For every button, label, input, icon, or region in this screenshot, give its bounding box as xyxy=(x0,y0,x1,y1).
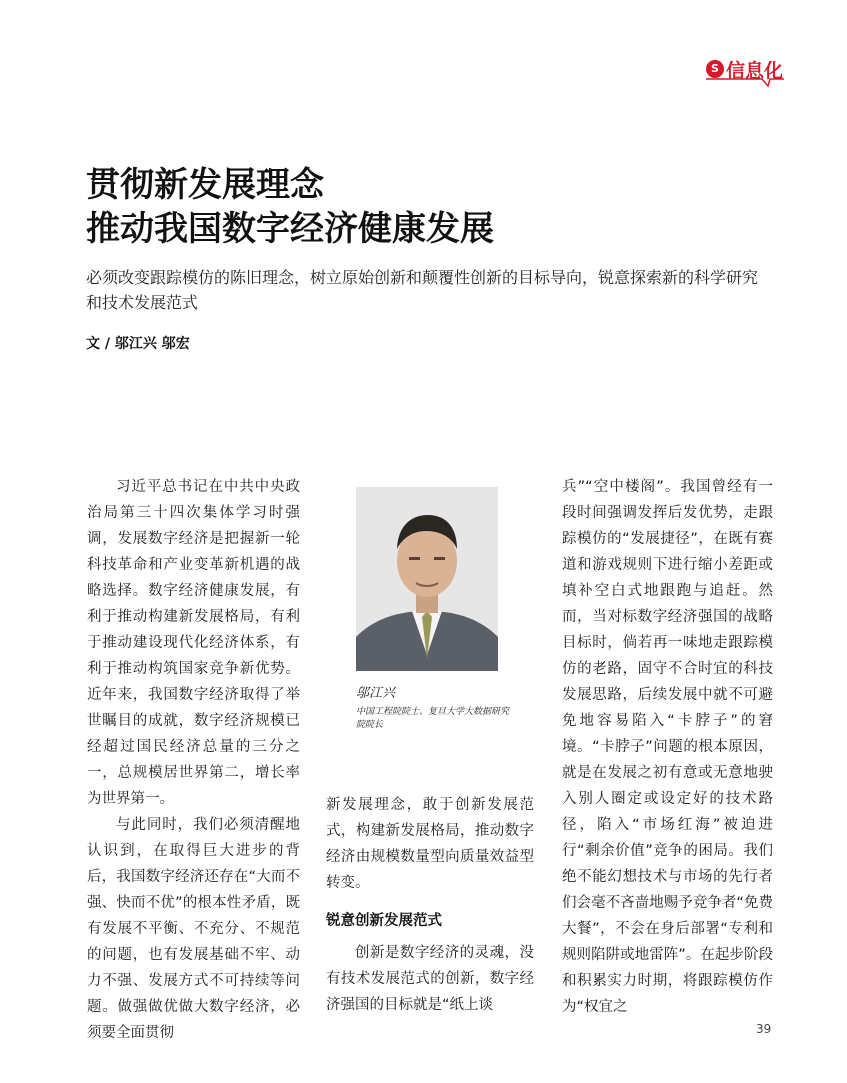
speech-tail-icon xyxy=(706,77,786,89)
photo-person-name: 邬江兴 xyxy=(356,686,396,701)
paragraph: 创新是数字经济的灵魂，没有技术发展范式的创新，数字经济强国的目标就是“纸上谈 xyxy=(326,945,534,1013)
article-byline: 文 / 邬江兴 邬宏 xyxy=(86,336,190,352)
article-subtitle: 必须改变跟踪模仿的陈旧理念，树立原始创新和颠覆性创新的目标导向，锐意探索新的科学研究和技术发展范式 xyxy=(86,268,759,312)
paragraph: 习近平总书记在中共中央政治局第三十四次集体学习时强调，发展数字经济是把握新一轮科技革命和产业变革新机遇的战略选择。数字经济健康发展，有利于推动构建新发展格局，有利于推动建设现代化经济体系，有利于推动构筑国家竞争新优势。近年来，我国数字经济取得了举世瞩目的成就，数字经济规模已经超过国民经济总量的三分之一，总规模居世界第二，增长率为世界第一。 xyxy=(87,479,300,807)
text-column-1 xyxy=(87,474,300,1046)
page-number: 39 xyxy=(756,1022,772,1036)
paragraph: 与此同时，我们必须清醒地认识到，在取得巨大进步的背后，我国数字经济还存在“大而不强、快而不优”的根本性矛盾，既有发展不平衡、不充分、不规范的问题，也有发展基础不牢、动力不强、发展方式不可持续等问题。做强做优做大数字经济，必须要全面贯彻 xyxy=(87,817,300,1041)
text-column-2 xyxy=(326,792,534,1018)
paragraph: 兵”“空中楼阁”。我国曾经有一段时间强调发挥后发优势，走跟踪模仿的“发展捷径”，在既有赛道和游戏规则下进行缩小差距或填补空白式地跟跑与追赶。然而，当对标数字经济强国的战略目标时，倘若再一味地走跟踪模仿的老路，固守不合时宜的科技发展思路，后续发展中就不可避免地容易陷入“卡脖子”的窘境。“卡脖子”问题的根本原因，就是在发展之初有意或无意地驶入别人圈定或设定好的技术路径，陷入“市场红海”被迫进行“剩余价值”竞争的困局。我们绝不能幻想技术与市场的先行者们会毫不吝啬地赐予竞争者“免费大餐”，不会在身后部署“专利和规则陷阱或地雷阵”。在起步阶段和积累实力时期，将跟踪模仿作为“权宜之 xyxy=(562,479,773,1015)
article-title-line-2: 推动我国数字经济健康发展 xyxy=(86,209,494,249)
section-heading: 锐意创新发展范式 xyxy=(326,913,442,929)
author-portrait xyxy=(356,487,498,671)
section-name: 信息化 xyxy=(726,60,784,82)
logo-badge-icon: S xyxy=(706,60,724,78)
article-title-line-1: 贯彻新发展理念 xyxy=(86,165,324,205)
paragraph: 新发展理念，敢于创新发展范式，构建新发展格局，推动数字经济由规模数量型向质量效益型转变。 xyxy=(326,797,534,891)
portrait-image xyxy=(356,487,498,671)
article-title xyxy=(86,163,494,251)
text-column-3 xyxy=(562,474,773,1020)
photo-caption: 中国工程院院士、复旦大学大数据研究院院长 xyxy=(356,707,510,730)
magazine-logo xyxy=(706,50,786,90)
